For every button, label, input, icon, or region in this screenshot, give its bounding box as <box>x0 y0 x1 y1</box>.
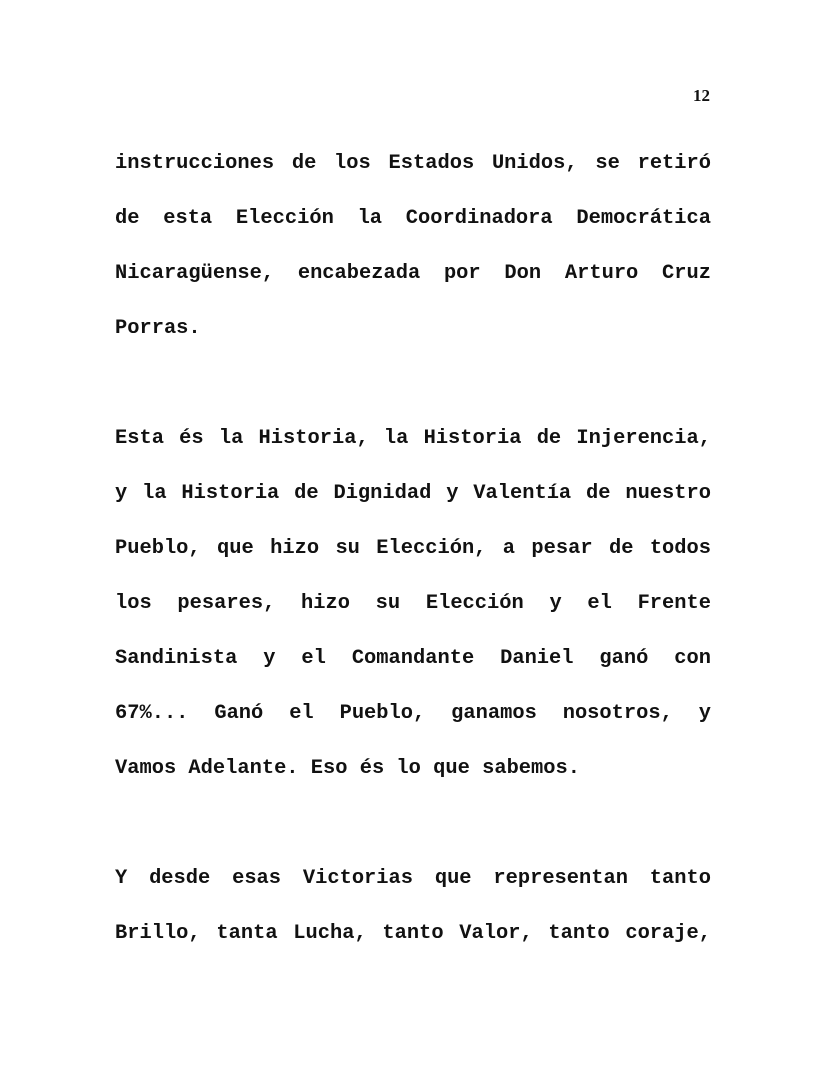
paragraph-3-line-2: Brillo, tanta Lucha, tanto Valor, tanto coraje, <box>115 922 711 945</box>
paragraph-2-line-5: Sandinista y el Comandante Daniel ganó con <box>115 647 711 670</box>
paragraph-2-line-6: 67%... Ganó el Pueblo, ganamos nosotros, y <box>115 702 711 725</box>
paragraph-1-line-3: Nicaragüense, encabezada por Don Arturo Cruz <box>115 262 711 285</box>
paragraph-2-line-3: Pueblo, que hizo su Elección, a pesar de todos <box>115 537 711 560</box>
paragraph-1-line-2: de esta Elección la Coordinadora Democrática <box>115 207 711 230</box>
paragraph-2-line-1: Esta és la Historia, la Historia de Injerencia, <box>115 427 711 450</box>
paragraph-3-line-1: Y desde esas Victorias que representan tanto <box>115 867 711 890</box>
paragraph-1-line-1: instrucciones de los Estados Unidos, se retiró <box>115 152 711 175</box>
paragraph-2-line-4: los pesares, hizo su Elección y el Frente <box>115 592 711 615</box>
paragraph-1-line-4: Porras. <box>115 317 201 340</box>
page-number: 12 <box>693 86 710 105</box>
paragraph-2-line-7: Vamos Adelante. Eso és lo que sabemos. <box>115 757 580 780</box>
paragraph-2-line-2: y la Historia de Dignidad y Valentía de nuestro <box>115 482 711 505</box>
